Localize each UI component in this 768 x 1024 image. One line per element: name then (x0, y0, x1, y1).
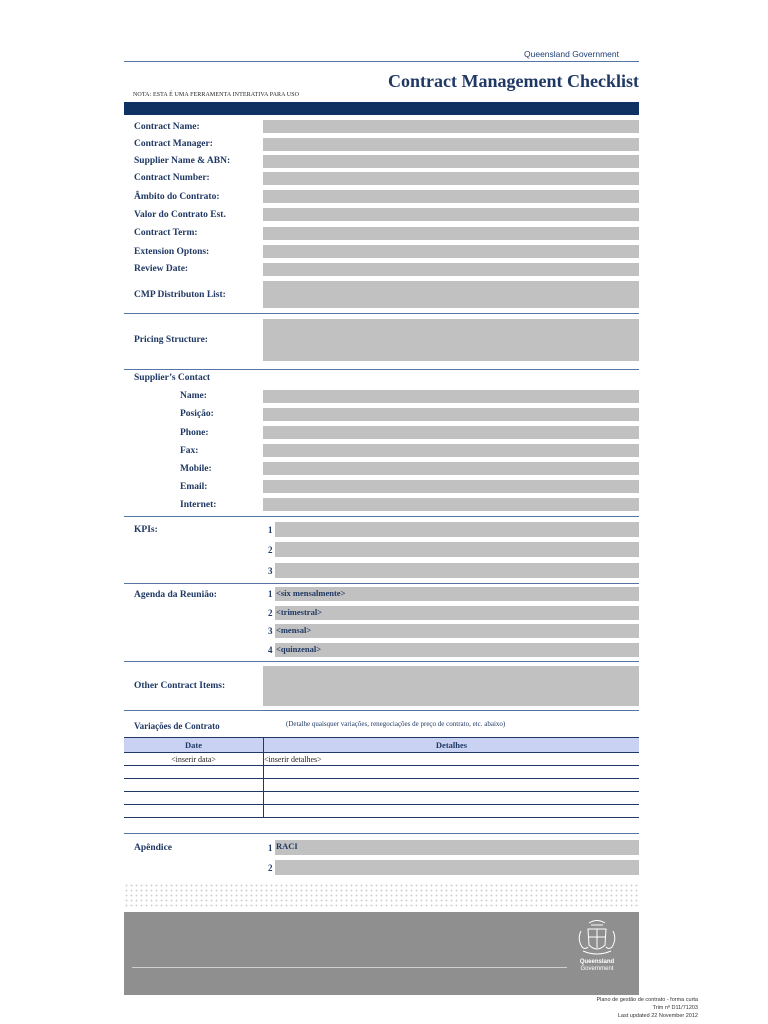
section-divider (124, 516, 639, 517)
svg-text:Queensland: Queensland (579, 959, 615, 965)
kpi-field[interactable] (275, 563, 639, 578)
queensland-crest-logo (572, 917, 622, 975)
checklist-page (124, 43, 639, 995)
agenda-number: 3 (268, 626, 273, 636)
supplier-name-abn-field[interactable] (263, 155, 639, 168)
section-divider (124, 710, 639, 711)
extension-label: Extension Optons: (134, 247, 210, 257)
appendix-field[interactable] (275, 860, 639, 875)
kpi-number: 3 (268, 566, 273, 576)
agenda-field[interactable]: <trimestral> (275, 606, 639, 620)
page-title: Contract Management Checklist (388, 71, 639, 91)
gov-name: Queensland Government (524, 49, 619, 59)
doc-name-note: Plano de gestão de contrato - forma curta (596, 997, 698, 1003)
date-cell[interactable] (124, 805, 264, 818)
supplier-contact-heading: Supplier’s Contact (134, 373, 211, 383)
contact-name-field[interactable] (263, 390, 639, 403)
section-divider (124, 313, 639, 314)
details-cell[interactable] (264, 805, 640, 818)
supplier-name-abn-label: Supplier Name & ABN: (134, 156, 231, 166)
agenda-label: Agenda da Reunião: (134, 590, 217, 600)
contract-manager-field[interactable] (263, 138, 639, 151)
contact-internet-field[interactable] (263, 498, 639, 511)
contact-mobile-label: Mobile: (180, 464, 212, 474)
agenda-field[interactable]: <quinzenal> (275, 643, 639, 657)
date-cell[interactable] (124, 792, 264, 805)
section-divider (124, 833, 639, 834)
details-cell[interactable] (264, 779, 640, 792)
review-date-field[interactable] (263, 263, 639, 276)
date-cell[interactable] (124, 766, 264, 779)
variations-note: (Detalhe quaisquer variações, renegociações de preço de contrato, etc. abaixo) (286, 720, 506, 728)
footer-rule (132, 967, 567, 968)
contract-term-field[interactable] (263, 227, 639, 240)
valor-label: Valor do Contrato Est. (134, 210, 226, 220)
valor-field[interactable] (263, 208, 639, 221)
review-date-label: Review Date: (134, 264, 189, 274)
variations-table (124, 737, 639, 818)
contact-internet-label: Internet: (180, 500, 217, 510)
section-divider (124, 583, 639, 584)
contract-term-label: Contract Term: (134, 228, 198, 238)
table-row (124, 753, 639, 766)
date-cell[interactable] (124, 779, 264, 792)
header-bar (124, 102, 639, 115)
cmp-list-label: CMP Distributon List: (134, 290, 226, 300)
appendix-field[interactable]: RACI (275, 840, 639, 855)
contact-phone-field[interactable] (263, 426, 639, 439)
appendix-number: 1 (268, 843, 273, 853)
agenda-number: 4 (268, 645, 273, 655)
agenda-field[interactable]: <mensal> (275, 624, 639, 638)
contract-manager-label: Contract Manager: (134, 139, 213, 149)
kpi-number: 1 (268, 525, 273, 535)
kpis-label: KPIs: (134, 525, 158, 535)
contract-number-field[interactable] (263, 172, 639, 185)
extension-field[interactable] (263, 245, 639, 258)
updated-note: Last updated 22 November 2012 (617, 1013, 698, 1019)
pricing-field[interactable] (263, 319, 639, 361)
date-cell[interactable]: <inserir data> (124, 753, 264, 766)
agenda-number: 1 (268, 589, 273, 599)
kpi-number: 2 (268, 545, 273, 555)
contract-number-label: Contract Number: (134, 173, 210, 183)
kpi-field[interactable] (275, 522, 639, 537)
pricing-label: Pricing Structure: (134, 335, 208, 345)
other-items-field[interactable] (263, 666, 639, 706)
table-row (124, 805, 639, 818)
details-cell[interactable] (264, 766, 640, 779)
date-column-header: Date (124, 738, 264, 753)
agenda-number: 2 (268, 608, 273, 618)
ambito-label: Âmbito do Contrato: (134, 192, 220, 202)
kpi-field[interactable] (275, 542, 639, 557)
trim-note: Trim nº D11/71203 (652, 1005, 698, 1011)
header-rule (124, 61, 639, 62)
contract-name-label: Contract Name: (134, 122, 200, 132)
svg-text:Government: Government (580, 966, 614, 972)
contact-name-label: Name: (180, 391, 207, 401)
contact-fax-label: Fax: (180, 446, 199, 456)
details-cell[interactable]: <inserir detalhes> (264, 753, 640, 766)
footer-band (124, 912, 639, 995)
table-row (124, 779, 639, 792)
nota-text: NOTA: ESTA É UMA FERRAMENTA INTERATIVA PARA USO (133, 92, 300, 98)
contact-fax-field[interactable] (263, 444, 639, 457)
other-items-label: Other Contract Items: (134, 681, 226, 691)
contact-mobile-field[interactable] (263, 462, 639, 475)
contract-name-field[interactable] (263, 120, 639, 133)
table-row (124, 766, 639, 779)
ambito-field[interactable] (263, 190, 639, 203)
agenda-field[interactable]: <six mensalmente> (275, 587, 639, 601)
contact-posicao-label: Posição: (180, 409, 214, 419)
details-cell[interactable] (264, 792, 640, 805)
table-row (124, 792, 639, 805)
contact-email-field[interactable] (263, 480, 639, 493)
section-divider (124, 661, 639, 662)
cmp-list-field[interactable] (263, 281, 639, 308)
contact-email-label: Email: (180, 482, 208, 492)
contact-phone-label: Phone: (180, 428, 209, 438)
section-divider (124, 369, 639, 370)
contact-posicao-field[interactable] (263, 408, 639, 421)
appendix-label: Apêndice (134, 843, 172, 853)
dotted-pattern (124, 883, 639, 909)
details-column-header: Detalhes (264, 738, 640, 753)
appendix-number: 2 (268, 863, 273, 873)
variations-heading: Variações de Contrato (134, 721, 220, 731)
